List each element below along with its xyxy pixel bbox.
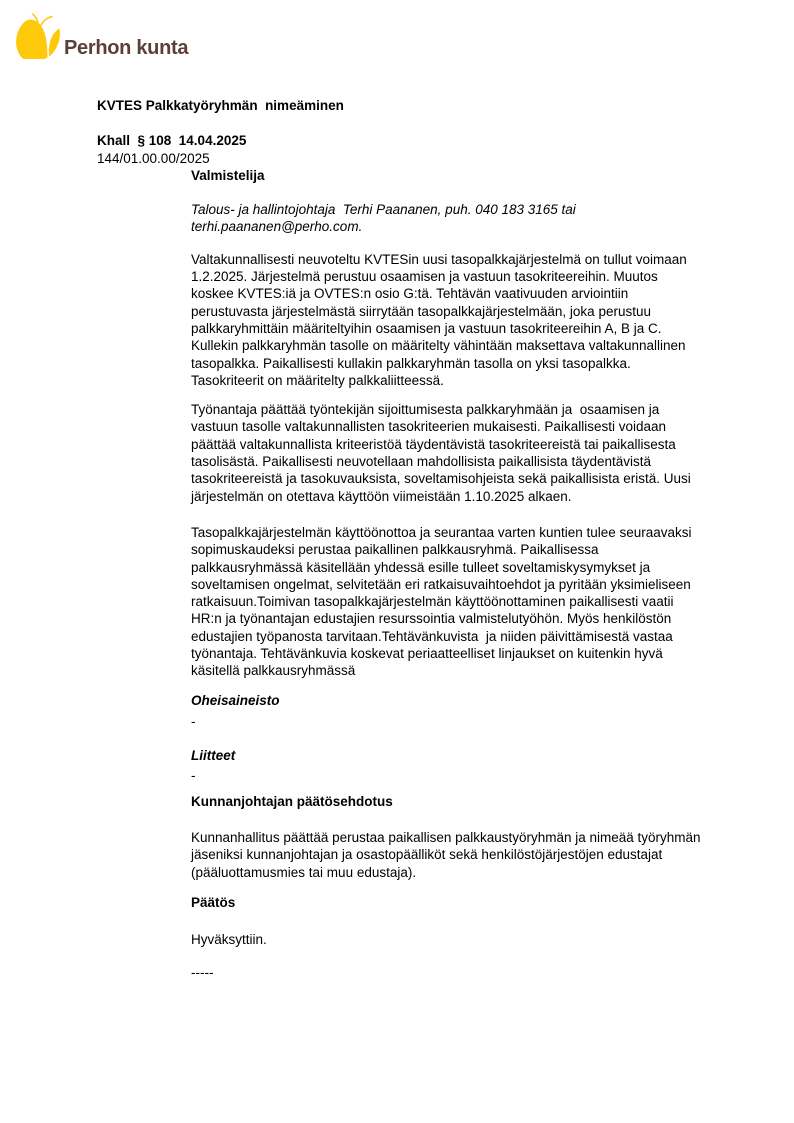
heading-valmistelija: Valmistelija: [191, 167, 265, 183]
body-paragraph: Valtakunnallisesti neuvoteltu KVTESin uusi tasopalkkajärjestelmä on tullut voimaan 1.2.2025. Järjestelmä perustuu osaamisen ja vastuun tasokriteereihin. Muutos koskee KVTES:iä ja OVTES:n osio G:tä. Tehtävän vaativuuden arviointiin perustuvasta järjestelmästä siirrytään tasopalkkajärjestelmään, joka perustuu palkkaryhmittäin määriteltyihin osaamisen ja vastuun tasokriteereihin A, B ja C. Kullekin palkkaryhmän tasolle on määritelty vähintään maksettava valtakunnallinen tasopalkka. Paikallisesti kullakin palkkaryhmän tasolla on yksi tasopalkka. Tasokriteerit on määritelty palkkaliitteessä.: [191, 251, 691, 388]
municipality-logo: [14, 12, 188, 59]
document-title: KVTES Palkkatyöryhmän nimeäminen: [97, 98, 344, 113]
diary-number: 144/01.00.00/2025: [97, 150, 210, 166]
heading-oheisaineisto: Oheisaineisto: [191, 692, 280, 708]
municipality-name: Perhon kunta: [64, 37, 189, 59]
body-paragraph: Työnantaja päättää työntekijän sijoittumisesta palkkaryhmään ja osaamisen ja vastuun tasolle valtakunnallisten tasokriteerien mukaisesti. Paikallisesti voidaan päättää valtakunnallista kriteeristöä täydentävistä tasokriteereistä tai paikallisesta tasolisästä. Paikallisesti neuvotellaan mahdollisista paikallisista täydentävistä tasokriteereistä ja tasokuvauksista, soveltamisohjeista sekä paikallisista eristä. Uusi järjestelmän on otettava käyttöön viimeistään 1.10.2025 alkaen.: [191, 402, 695, 504]
liitteet-content: -: [191, 767, 196, 783]
section-content: [191, 167, 703, 981]
heading-paatosehdotus: Kunnanjohtajan päätösehdotus: [191, 793, 393, 809]
heading-paatos: Päätös: [191, 894, 236, 910]
decision-proposal: Kunnanhallitus päättää perustaa paikallisen palkkaustyöryhmän ja nimeää työryhmän jäseniksi kunnanjohtajan ja osastopäälliköt sekä henkilöstöjärjestöjen edustajat (pääluottamusmies tai muu edustaja).: [191, 830, 705, 880]
document-body: [97, 97, 757, 981]
end-mark: -----: [191, 964, 214, 980]
oheisaineisto-content: -: [191, 713, 196, 729]
preparer-contact: Talous- ja hallintojohtaja Terhi Paananen, puh. 040 183 3165 tai terhi.paananen@perho.com.: [191, 202, 580, 235]
meeting-reference: Khall § 108 14.04.2025: [97, 133, 247, 149]
heading-liitteet: Liitteet: [191, 748, 236, 764]
body-paragraph: Tasopalkkajärjestelmän käyttöönottoa ja seurantaa varten kuntien tulee seuraavaksi sopimuskaudeksi perustaa paikallinen palkkausryhmä. Paikallisessa palkkausryhmässä käsitellään yhdessä esille tulleet soveltamiskysymykset ja soveltamisen ongelmat, selvitetään eri ratkaisuvaihtoehdot ja pyritään yksimieliseen ratkaisuun.Toimivan tasopalkkajärjestelmän käyttöönottaminen paikallisesti vaatii HR:n ja työnantajan edustajien resurssointia valmistelutyöhön. Myös henkilöstön edustajien työpanosta tarvitaan.Tehtävänkuvista ja niiden päivittämisestä vastaa työnantaja. Tehtävänkuvia koskevat periaatteelliset linjaukset on kuitenkin hyvä käsitellä palkkausryhmässä: [191, 524, 696, 679]
decision-result: Hyväksyttiin.: [191, 932, 267, 948]
butterfly-icon: [14, 12, 60, 59]
